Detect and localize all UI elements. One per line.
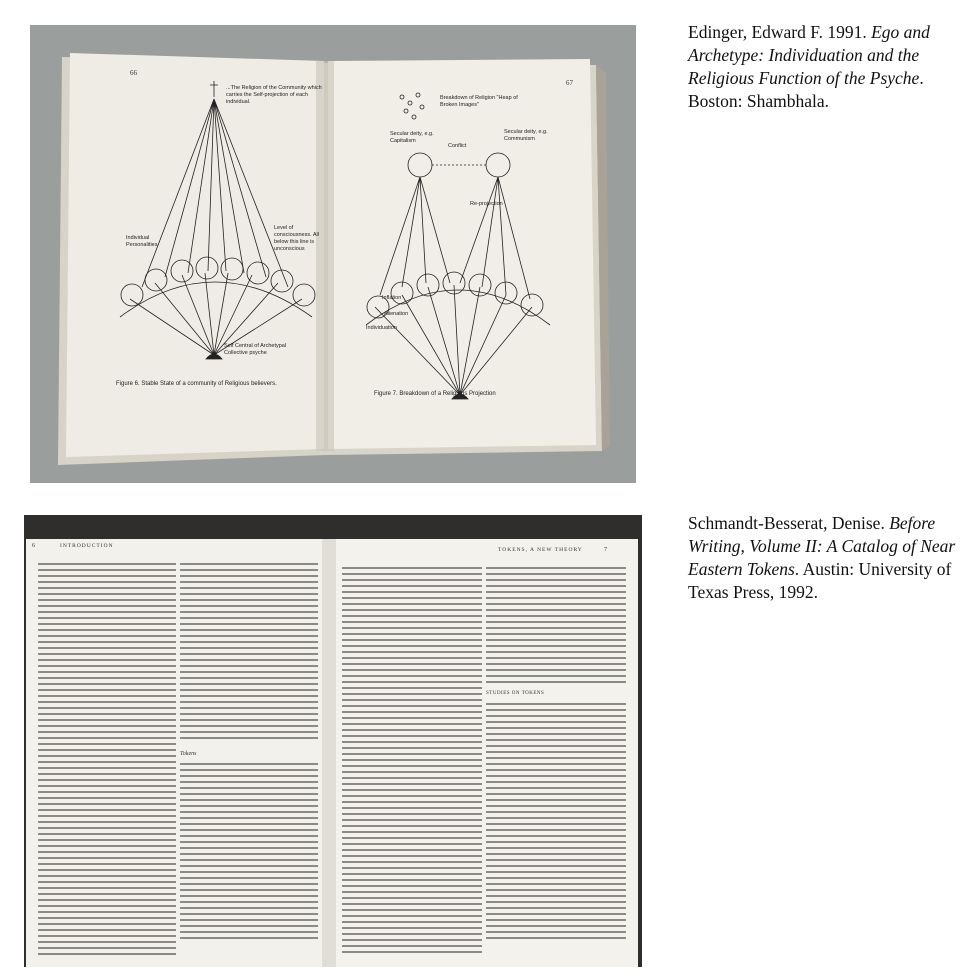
- right-header-title: TOKENS, A NEW THEORY: [498, 547, 583, 553]
- label-secular-deity-capitalism: Secular deity, e.g. Capitalism: [390, 131, 434, 144]
- citation-edinger-publisher: . Boston: Shambhala.: [688, 68, 924, 111]
- citation-edinger-title: Ego and Archetype: Individuation and the Religious Function of the Psyche: [688, 22, 930, 88]
- left-page-number: 66: [130, 69, 137, 77]
- label-inflation: Inflation: [382, 295, 402, 301]
- citation-edinger: [688, 21, 958, 113]
- label-alienation: Alienation: [384, 311, 409, 317]
- label-reprojection: Re-projection: [470, 201, 503, 207]
- label-breakdown-religion: Breakdown of Religion "Heap of Broken Images": [440, 95, 518, 108]
- book-photo-ego-and-archetype: [30, 25, 636, 483]
- citation-schmandt-publisher: . Austin: University of Texas Press, 1992.: [688, 559, 952, 602]
- figure-7-caption: Figure 7. Breakdown of a Religious Projection: [374, 391, 496, 397]
- book-photo-before-writing: [24, 515, 642, 967]
- right-page-number: 67: [566, 79, 573, 87]
- left-header-title: INTRODUCTION: [60, 543, 114, 549]
- section-studies-heading: STUDIES ON TOKENS: [486, 691, 545, 696]
- label-secular-deity-communism: Secular deity, e.g. Communism: [504, 129, 548, 142]
- left-header-number: 6: [32, 543, 35, 549]
- text-column-2: [180, 563, 318, 743]
- text-column-3: [342, 567, 482, 957]
- book-spread-illustration: [30, 25, 636, 483]
- text-column-4: [486, 567, 626, 687]
- right-header-number: 7: [604, 547, 607, 553]
- label-individuation: Individuation: [366, 325, 397, 331]
- text-column-1: [38, 563, 176, 959]
- label-religion-community: ...The Religion of the Community which carries the Self-projection of each individual.: [226, 85, 322, 105]
- citation-schmandt-title: Before Writing, Volume II: A Catalog of Near Eastern Tokens: [688, 513, 956, 579]
- citation-schmandt-besserat: [688, 512, 958, 604]
- citation-schmandt-author: Schmandt-Besserat, Denise.: [688, 513, 890, 533]
- section-tokens-heading: Tokens: [180, 751, 197, 757]
- text-column-4b: [486, 703, 626, 943]
- label-conflict: Conflict: [448, 143, 467, 149]
- citation-edinger-author: Edinger, Edward F. 1991.: [688, 22, 872, 42]
- label-self: Self Central of Archetypal Collective psyche: [224, 343, 287, 356]
- label-level-consciousness: Level of consciousness. All below this line is unconscious: [274, 225, 319, 252]
- text-column-2b: [180, 763, 318, 943]
- figure-6-caption: Figure 6. Stable State of a community of Religious believers.: [116, 381, 277, 387]
- label-individual-personalities: Individual Personalities: [126, 235, 158, 248]
